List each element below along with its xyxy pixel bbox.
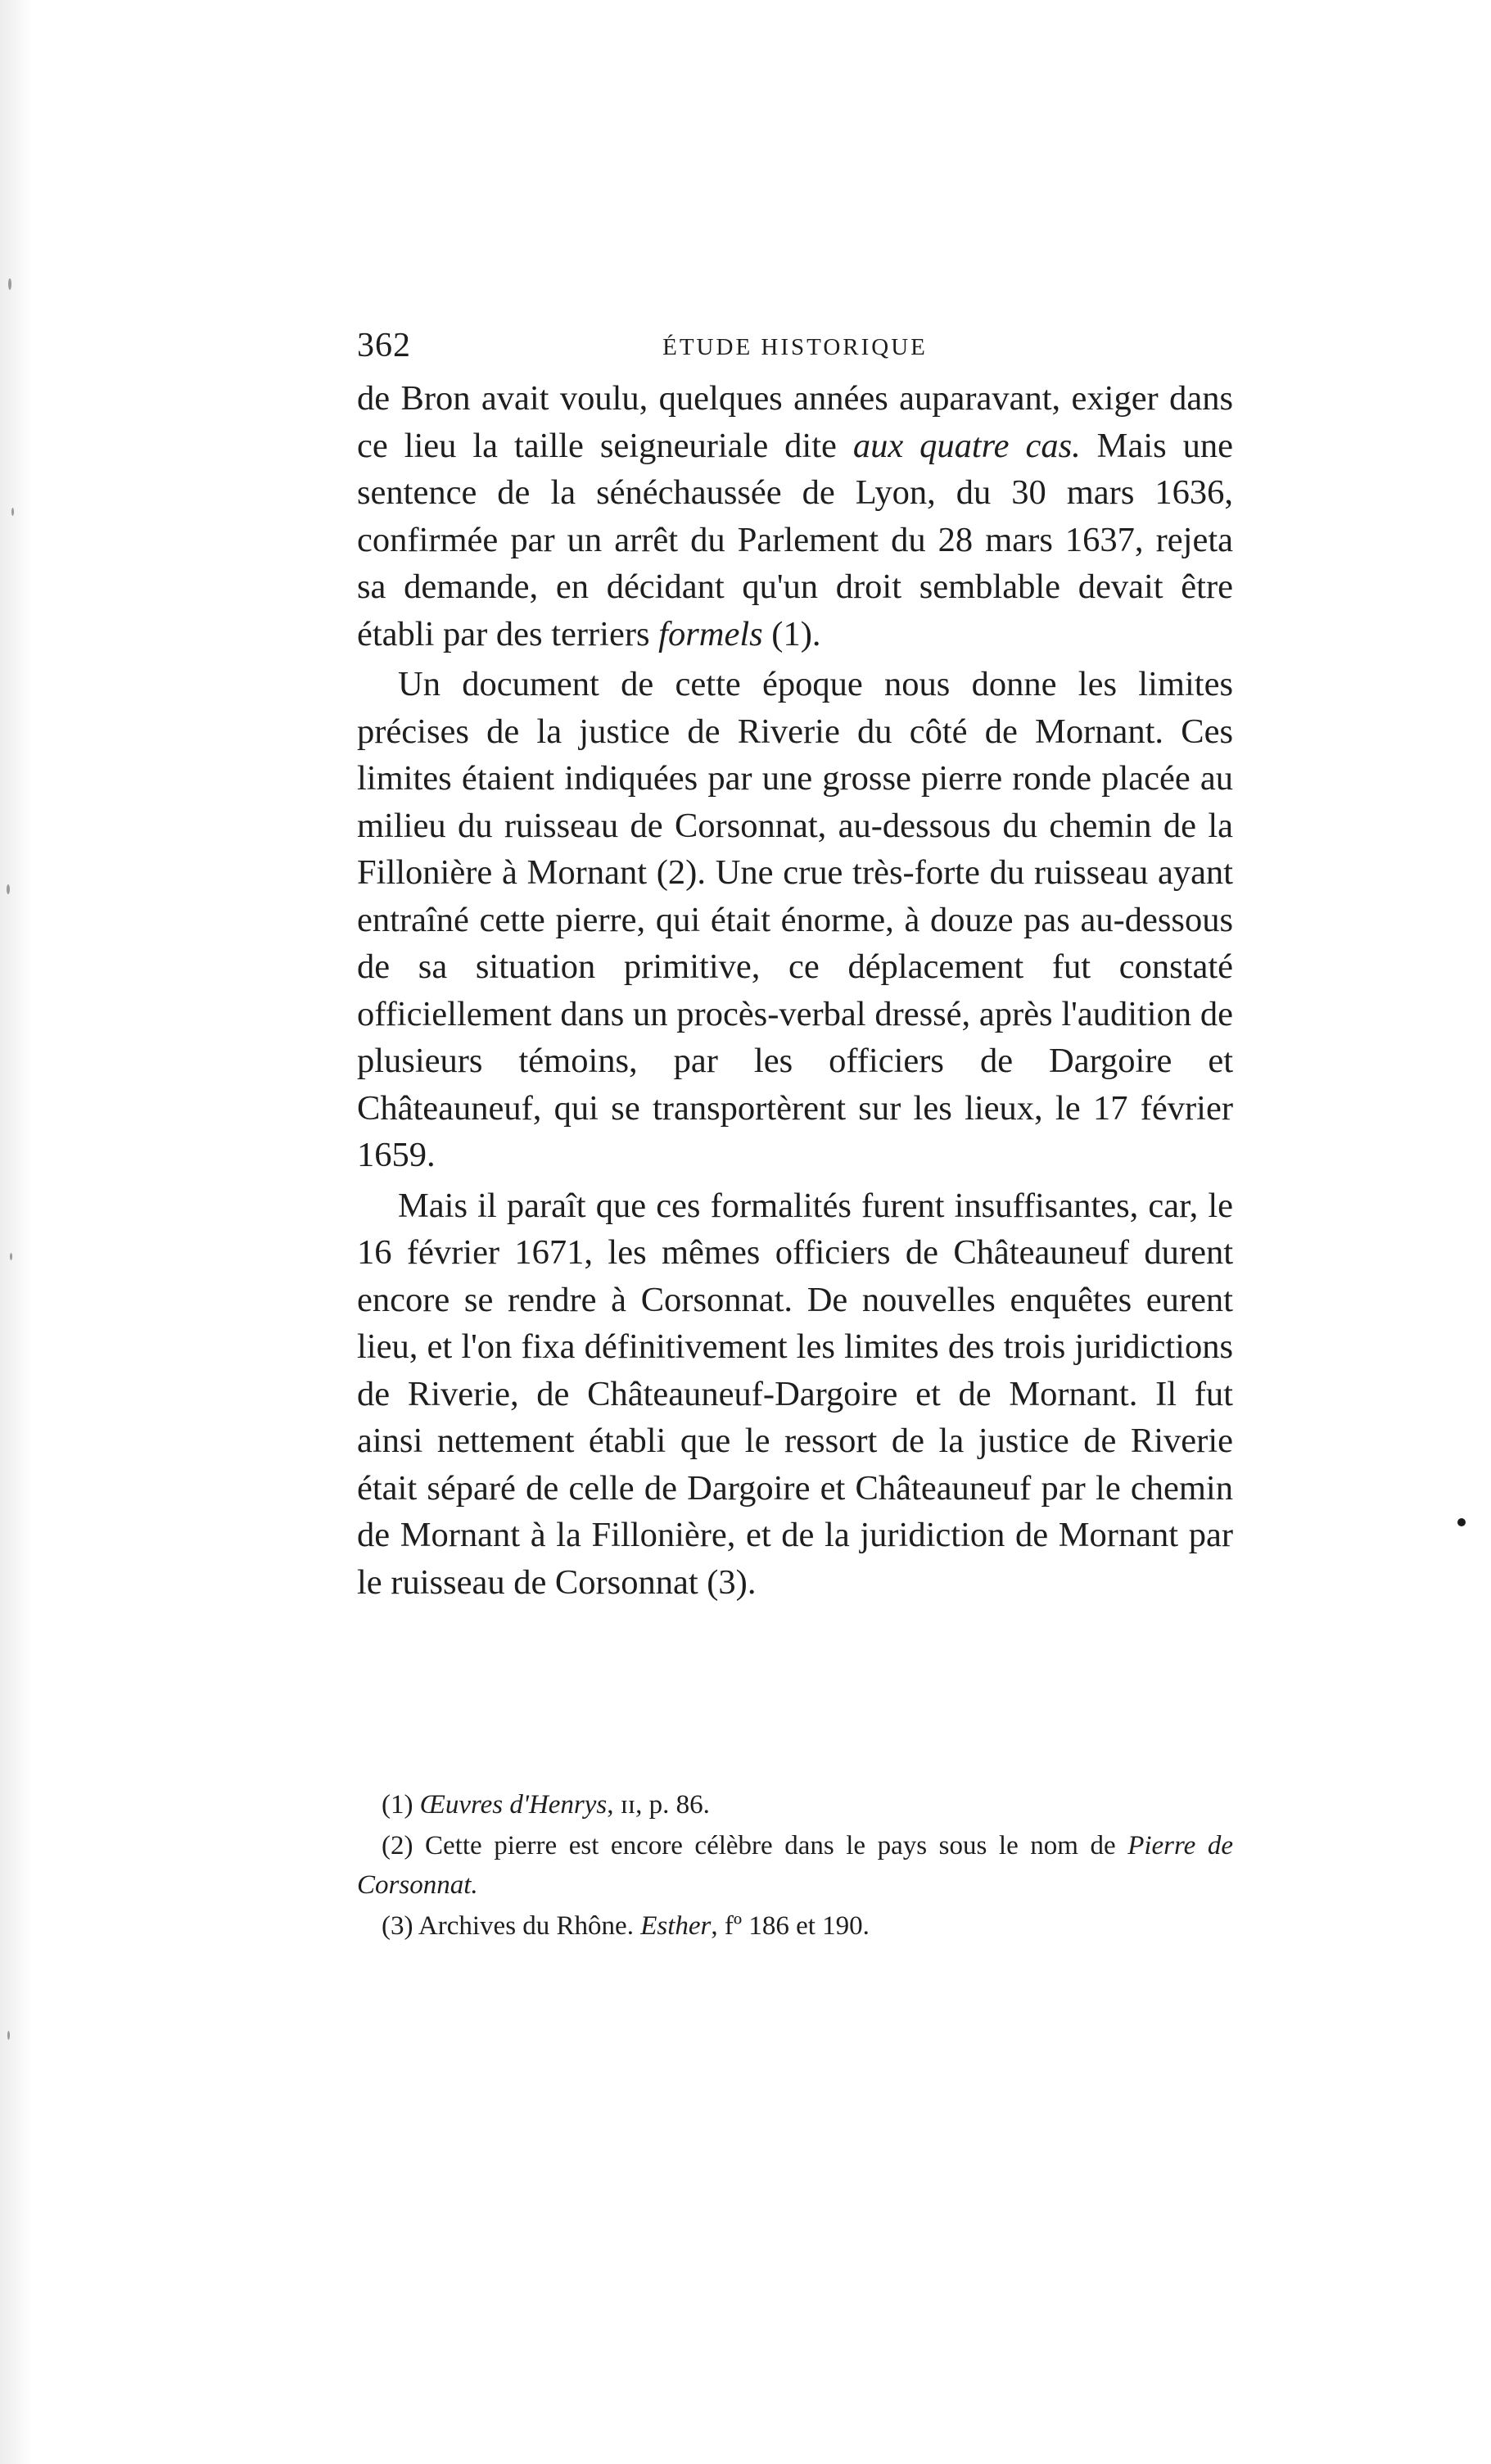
paragraph-1-italic-1: aux quatre cas.: [852, 426, 1081, 465]
footnote-3-rest: , fº 186 et 190.: [711, 1911, 870, 1941]
footnote-2-text: (2) Cette pierre est encore célèbre dans le pays sous le nom de: [382, 1831, 1128, 1860]
paragraph-3: Mais il paraît que ces formalités furent insuffisantes, car, le 16 février 1671, les mêmes officiers de Châteauneuf durent encore se rendre à Corsonnat. De nouvelles enquêtes eurent lieu, et l'on fixa définitivement les limites des trois juridictions de Riverie, de Châteauneuf-Dargoire et de Mornant. Il fut ainsi nettement établi que le ressort de la justice de Riverie était séparé de celle de Dargoire et Châteauneuf par le chemin de Mornant à la Fillonière, et de la juridiction de Mornant par le ruisseau de Corsonnat (3).: [357, 1186, 1233, 1602]
page-header: [357, 326, 1233, 375]
footnote-1-rest: , ɪɪ, p. 86.: [607, 1790, 710, 1820]
footnote-1-marker: (1): [382, 1790, 420, 1820]
gutter-speck: [7, 2031, 10, 2040]
paragraph-1-text-c: (1).: [762, 614, 821, 653]
gutter-speck: [11, 508, 14, 516]
footnote-1: [357, 1785, 1233, 1824]
footnote-3: [357, 1906, 1233, 1946]
gutter-speck: [7, 884, 10, 894]
main-text: [357, 375, 1233, 1609]
paragraph-2: Un document de cette époque nous donne les limites précises de la justice de Riverie du côté de Mornant. Ces limites étaient indiquées par une grosse pierre ronde placée au milieu du ruisseau de Corsonnat, au-dessous du chemin de la Fillonière à Mornant (2). Une crue très-forte du ruisseau ayant entraîné cette pierre, qui était énorme, à douze pas au-dessous de sa situation primitive, ce déplacement fut constaté officiellement dans un procès-verbal dressé, après l'audition de plusieurs témoins, par les officiers de Dargoire et Châteauneuf, qui se transportèrent sur les lieux, le 17 février 1659.: [357, 665, 1233, 1174]
page-number: 362: [357, 327, 411, 364]
gutter-speck: [8, 278, 11, 290]
paragraph-1-text-a: de Bron avait voulu, quelques années auparavant, exiger dans ce lieu la taille seigneuriale dite: [357, 379, 1233, 465]
footnote-3-text: (3) Archives du Rhône.: [382, 1911, 641, 1941]
gutter-speck: [10, 1253, 12, 1260]
ink-speck: [1457, 1518, 1466, 1526]
footnote-2-italic: Pierre de Corsonnat.: [357, 1831, 1233, 1900]
paragraph-1-text-b: Mais une sentence de la sénéchaussée de Lyon, du 30 mars 1636, confirmée par un arrêt du Parlement du 28 mars 1637, rejeta sa demande, en décidant qu'un droit semblable devait être établi par des terriers: [357, 426, 1233, 653]
footnote-3-italic: Esther: [640, 1911, 712, 1941]
running-title: ÉTUDE HISTORIQUE: [662, 334, 928, 360]
paragraph-1-italic-2: formels: [658, 614, 763, 653]
footnote-1-italic: Œuvres d'Henrys: [419, 1790, 608, 1820]
page-gutter-shadow: [0, 0, 33, 2464]
footnotes: [357, 1785, 1233, 1947]
paragraph-1: [357, 375, 1233, 658]
footnote-2: [357, 1826, 1233, 1905]
